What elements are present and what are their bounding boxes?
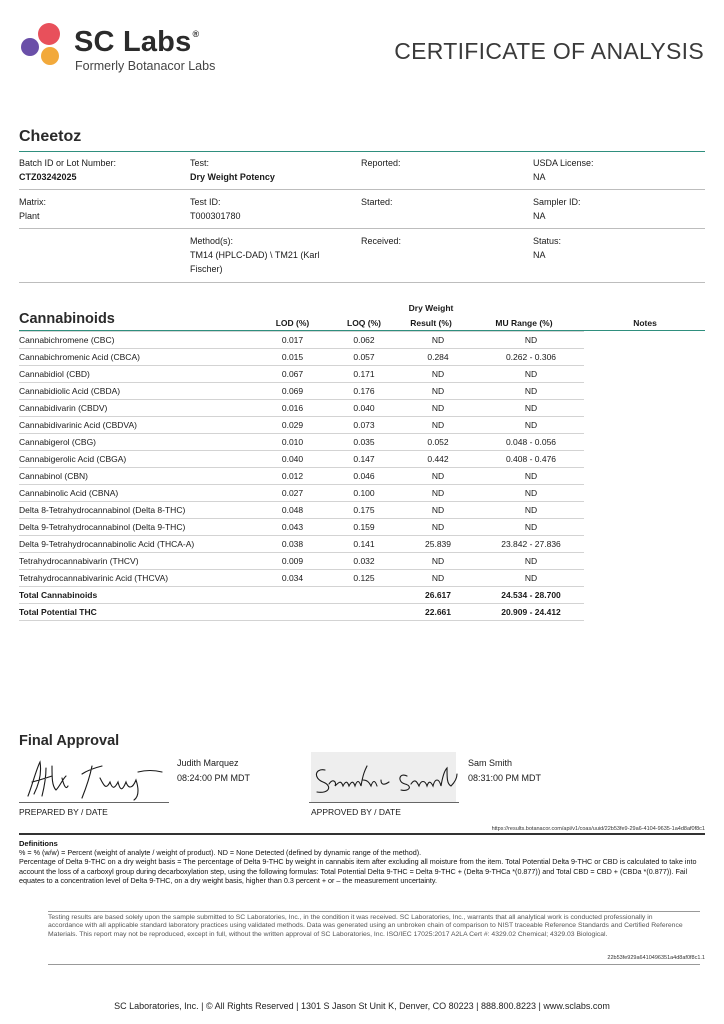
mu-range-value: ND	[478, 332, 584, 349]
result-value: ND	[398, 417, 478, 434]
analyte-name: Delta 9-Tetrahydrocannabinolic Acid (THCA-A)	[19, 536, 255, 553]
lod-value: 0.048	[255, 502, 330, 519]
method-value: TM14 (HPLC-DAD) \ TM21 (Karl	[190, 250, 320, 260]
divider	[19, 189, 705, 190]
loq-value: 0.175	[330, 502, 398, 519]
sampler-label: Sampler ID:	[533, 197, 581, 207]
sc-labs-logo-icon	[18, 20, 66, 68]
registered-mark: ®	[192, 29, 200, 39]
lod-value: 0.009	[255, 553, 330, 570]
disclaimer: Testing results are based solely upon the sample submitted to SC Laboratories, Inc., in the condition it was received. SC Laboratories, Inc., warrants that all analytical work is conducted professionally in accordance with all applicable standard laboratory practices using validated methods. Data was generated using an unbroken chain of comparison to NIST traceable Reference Standards and Certified Reference Materials. This report may not be reproduced, except in full, without the written approval of SC Laboratories, Inc. ISO/IEC 17025:2017 A2LA Cert #: 4329.02 Chemical; 4329.03 Biological.	[48, 914, 683, 938]
lod-value	[255, 587, 330, 604]
lod-value: 0.029	[255, 417, 330, 434]
analyte-name: Tetrahydrocannabivarinic Acid (THCVA)	[19, 570, 255, 587]
divider	[48, 911, 700, 912]
loq-value: 0.040	[330, 400, 398, 417]
result-value: ND	[398, 570, 478, 587]
usda-label: USDA License:	[533, 158, 594, 168]
loq-value: 0.141	[330, 536, 398, 553]
lod-value	[255, 604, 330, 621]
analyte-name: Cannabigerolic Acid (CBGA)	[19, 451, 255, 468]
table-row	[19, 502, 584, 519]
usda-value: NA	[533, 172, 546, 182]
test-id-label: Test ID:	[190, 197, 221, 207]
test-label: Test:	[190, 158, 210, 168]
mu-range-value: ND	[478, 553, 584, 570]
prepared-by-label: PREPARED BY / DATE	[19, 807, 108, 817]
signature-line	[309, 802, 459, 803]
method-label: Method(s):	[190, 236, 234, 246]
loq-value: 0.159	[330, 519, 398, 536]
document-hash: 22b53fe929a6410496351a4d8af0f8c1.1	[607, 955, 705, 961]
prepared-by-time: 08:24:00 PM MDT	[177, 773, 251, 783]
prepared-signature-image	[22, 756, 172, 802]
divider	[19, 151, 705, 152]
divider	[19, 228, 705, 229]
table-row	[19, 570, 584, 587]
loq-value: 0.035	[330, 434, 398, 451]
sampler-value: NA	[533, 211, 546, 221]
footer: SC Laboratories, Inc. | © All Rights Reserved | 1301 S Jason St Unit K, Denver, CO 80223 | 888.800.8223 | www.sclabs.com	[114, 1001, 610, 1011]
lod-value: 0.038	[255, 536, 330, 553]
col-header-lod: LOD (%)	[275, 318, 310, 328]
table-row	[19, 519, 584, 536]
cannabinoids-table	[19, 331, 584, 621]
analyte-name: Delta 9-Tetrahydrocannabinol (Delta 9-THC)	[19, 519, 255, 536]
table-row	[19, 383, 584, 400]
lod-value: 0.017	[255, 332, 330, 349]
approved-by-name: Sam Smith	[468, 758, 513, 768]
lod-value: 0.043	[255, 519, 330, 536]
prepared-by-name: Judith Marquez	[177, 758, 239, 768]
mu-range-value: 24.534 - 28.700	[478, 587, 584, 604]
loq-value	[330, 604, 398, 621]
result-value: 22.661	[398, 604, 478, 621]
lod-value: 0.069	[255, 383, 330, 400]
mu-range-value: 0.408 - 0.476	[478, 451, 584, 468]
total-row	[19, 604, 584, 621]
col-header-result-top: Dry Weight	[408, 303, 454, 313]
analyte-name: Cannabidivarin (CBDV)	[19, 400, 255, 417]
loq-value: 0.073	[330, 417, 398, 434]
batch-label: Batch ID or Lot Number:	[19, 158, 117, 168]
table-row	[19, 366, 584, 383]
mu-range-value: ND	[478, 400, 584, 417]
lod-value: 0.067	[255, 366, 330, 383]
mu-range-value: ND	[478, 519, 584, 536]
analyte-name: Cannabidivarinic Acid (CBDVA)	[19, 417, 255, 434]
brand-subtitle: Formerly Botanacor Labs	[75, 59, 216, 73]
result-value: ND	[398, 468, 478, 485]
result-value: ND	[398, 400, 478, 417]
loq-value: 0.100	[330, 485, 398, 502]
definitions-line-1: % = % (w/w) = Percent (weight of analyte / weight of product). ND = None Detected (defined by dynamic range of the method).	[19, 848, 422, 858]
results-url[interactable]: https://results.botanacor.com/api/v1/coas/uuid/22b53fe9-29a6-4104-9635-1a4d8af0f8c1	[491, 826, 705, 832]
mu-range-value: 0.262 - 0.306	[478, 349, 584, 366]
approved-by-label: APPROVED BY / DATE	[311, 807, 401, 817]
analyte-name: Delta 8-Tetrahydrocannabinol (Delta 8-THC)	[19, 502, 255, 519]
analyte-name: Tetrahydrocannabivarin (THCV)	[19, 553, 255, 570]
lod-value: 0.040	[255, 451, 330, 468]
brand-name: SC Labs®	[74, 26, 200, 58]
matrix-label: Matrix:	[19, 197, 46, 207]
batch-value: CTZ03242025	[19, 172, 77, 182]
mu-range-value: ND	[478, 468, 584, 485]
col-header-result: Result (%)	[410, 318, 452, 328]
reported-label: Reported:	[361, 158, 401, 168]
definitions-line-2: Percentage of Delta 9-THC on a dry weight basis = The percentage of Delta 9-THC by weight in cannabis item after excluding all moisture from the item. Total Potential Delta 9-THC or CBD is calculated to take into account the loss of a carboxyl group during decarboxylation step, using the following formulas: Total Potential Delta 9-THC = Delta 9-THC + (Delta 9-THCa *(0.877)) and Total CBD = CBD + (CBDa *(0.877)). Fail equates to a concentration level of Delta 9-THC, on a dry weight basis, higher than 0.3 percent + or – the measurement uncertainty.	[19, 857, 697, 885]
lod-value: 0.010	[255, 434, 330, 451]
table-row	[19, 332, 584, 349]
result-value: 26.617	[398, 587, 478, 604]
mu-range-value: 0.048 - 0.056	[478, 434, 584, 451]
loq-value: 0.057	[330, 349, 398, 366]
result-value: 0.442	[398, 451, 478, 468]
loq-value	[330, 587, 398, 604]
table-row	[19, 417, 584, 434]
table-row	[19, 434, 584, 451]
analyte-name: Cannabinol (CBN)	[19, 468, 255, 485]
result-value: ND	[398, 553, 478, 570]
analyte-name: Cannabichromene (CBC)	[19, 332, 255, 349]
analyte-name: Total Potential THC	[19, 604, 255, 621]
loq-value: 0.176	[330, 383, 398, 400]
loq-value: 0.147	[330, 451, 398, 468]
divider	[19, 282, 705, 283]
col-header-loq: LOQ (%)	[347, 318, 381, 328]
table-row	[19, 400, 584, 417]
col-header-mu-range: MU Range (%)	[495, 318, 553, 328]
method-value-cont: Fischer)	[190, 264, 223, 274]
mu-range-value: ND	[478, 570, 584, 587]
final-approval-title: Final Approval	[19, 733, 120, 749]
result-value: ND	[398, 485, 478, 502]
lod-value: 0.015	[255, 349, 330, 366]
result-value: ND	[398, 502, 478, 519]
loq-value: 0.032	[330, 553, 398, 570]
loq-value: 0.062	[330, 332, 398, 349]
loq-value: 0.046	[330, 468, 398, 485]
received-label: Received:	[361, 236, 402, 246]
table-row	[19, 468, 584, 485]
col-header-notes: Notes	[633, 318, 657, 328]
mu-range-value: 20.909 - 24.412	[478, 604, 584, 621]
cannabinoids-title: Cannabinoids	[19, 311, 115, 327]
definitions	[19, 839, 707, 885]
mu-range-value: ND	[478, 485, 584, 502]
divider	[19, 833, 705, 835]
table-row	[19, 553, 584, 570]
analyte-name: Cannabidiol (CBD)	[19, 366, 255, 383]
mu-range-value: ND	[478, 502, 584, 519]
lod-value: 0.027	[255, 485, 330, 502]
status-value: NA	[533, 250, 546, 260]
result-value: 0.052	[398, 434, 478, 451]
loq-value: 0.171	[330, 366, 398, 383]
analyte-name: Cannabidiolic Acid (CBDA)	[19, 383, 255, 400]
analyte-name: Cannabinolic Acid (CBNA)	[19, 485, 255, 502]
lod-value: 0.034	[255, 570, 330, 587]
analyte-name: Cannabichromenic Acid (CBCA)	[19, 349, 255, 366]
table-row	[19, 485, 584, 502]
product-name: Cheetoz	[19, 128, 82, 145]
result-value: ND	[398, 519, 478, 536]
table-row	[19, 349, 584, 366]
definitions-title: Definitions	[19, 839, 58, 848]
document-title: CERTIFICATE OF ANALYSIS	[394, 38, 704, 64]
loq-value: 0.125	[330, 570, 398, 587]
analyte-name: Cannabigerol (CBG)	[19, 434, 255, 451]
result-value: ND	[398, 366, 478, 383]
result-value: ND	[398, 332, 478, 349]
mu-range-value: ND	[478, 383, 584, 400]
lod-value: 0.012	[255, 468, 330, 485]
table-row	[19, 451, 584, 468]
status-label: Status:	[533, 236, 562, 246]
test-id-value: T000301780	[190, 211, 241, 221]
total-row	[19, 587, 584, 604]
matrix-value: Plant	[19, 211, 40, 221]
analyte-name: Total Cannabinoids	[19, 587, 255, 604]
approved-signature-image	[311, 752, 461, 802]
table-row	[19, 536, 584, 553]
mu-range-value: ND	[478, 417, 584, 434]
approved-by-time: 08:31:00 PM MDT	[468, 773, 542, 783]
divider	[48, 964, 700, 965]
result-value: 25.839	[398, 536, 478, 553]
result-value: ND	[398, 383, 478, 400]
result-value: 0.284	[398, 349, 478, 366]
test-value: Dry Weight Potency	[190, 172, 275, 182]
mu-range-value: 23.842 - 27.836	[478, 536, 584, 553]
mu-range-value: ND	[478, 366, 584, 383]
lod-value: 0.016	[255, 400, 330, 417]
started-label: Started:	[361, 197, 393, 207]
signature-line	[19, 802, 169, 803]
